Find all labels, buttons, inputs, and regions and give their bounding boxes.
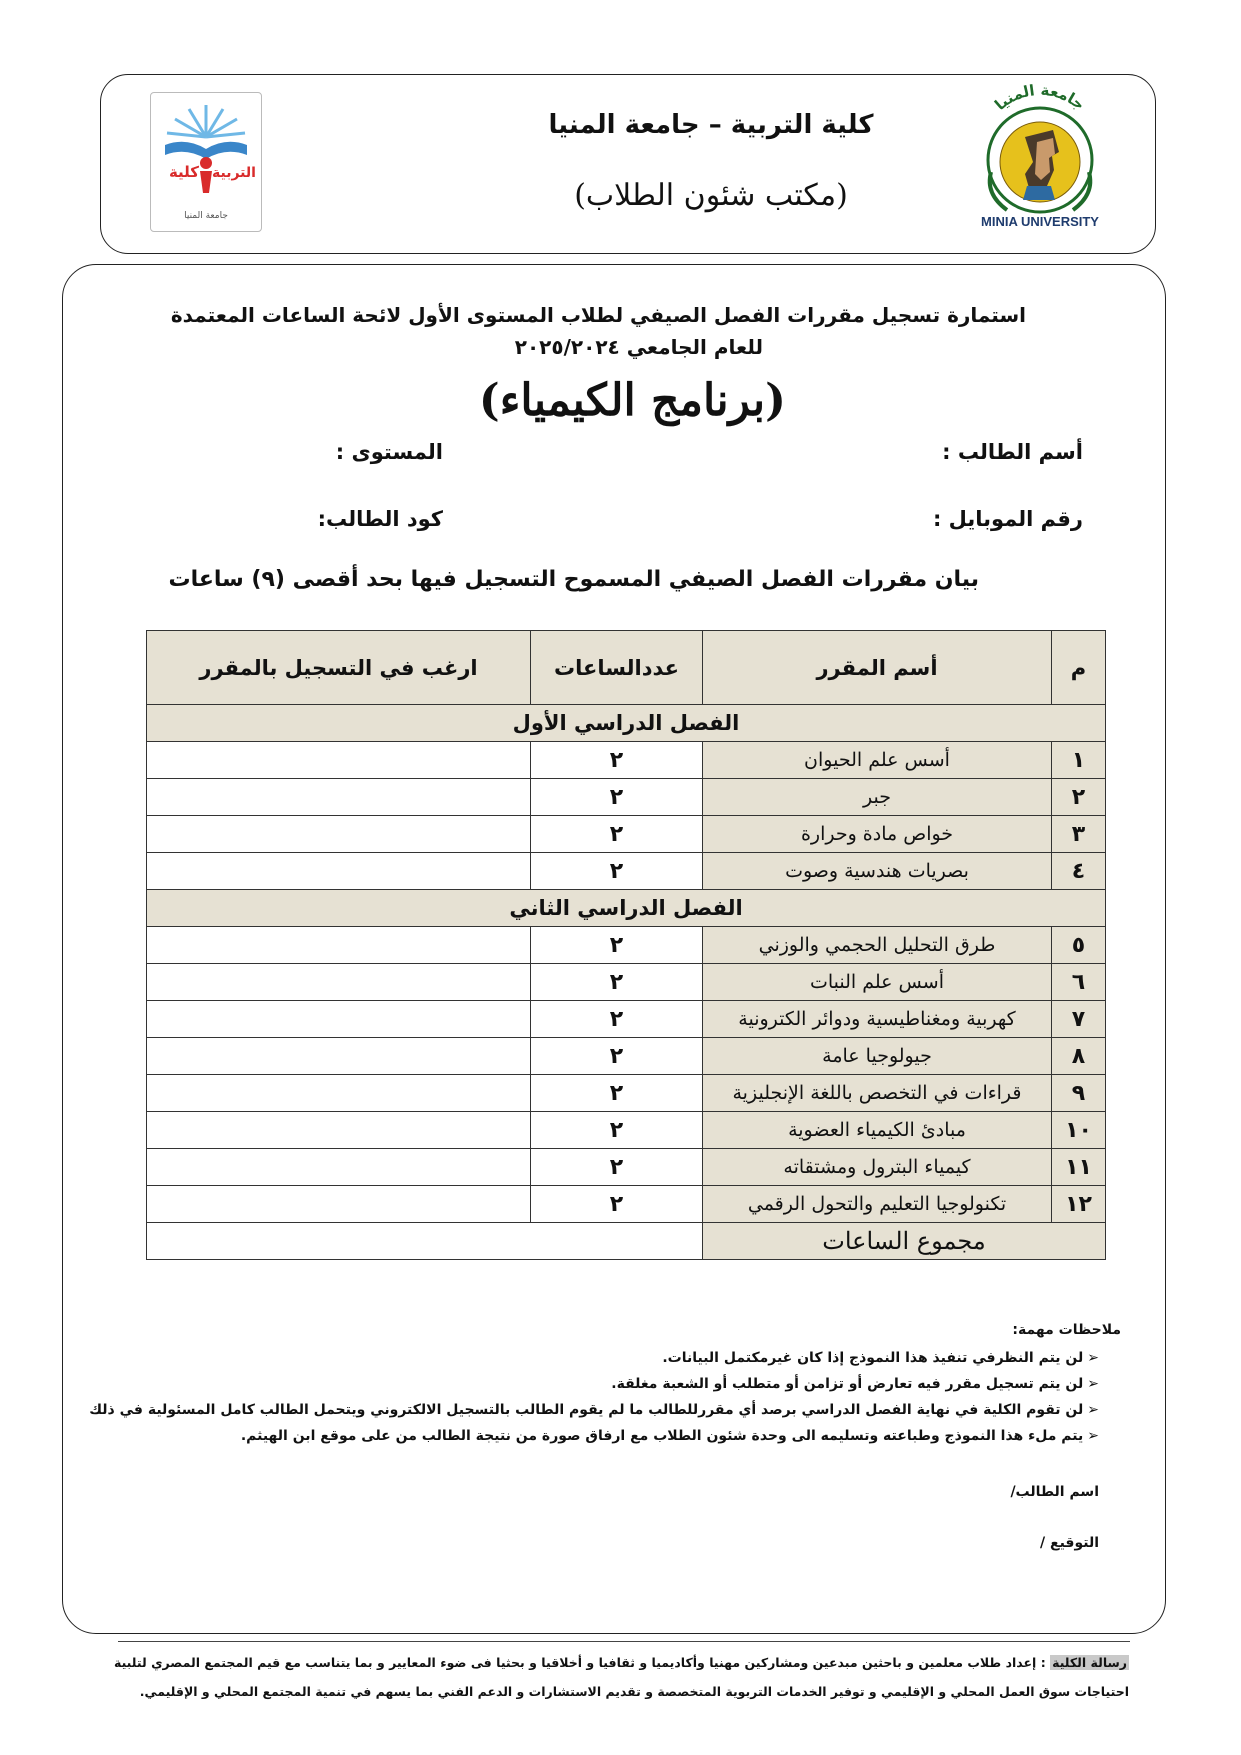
table-row [147, 1186, 1106, 1223]
arrow-bullet-icon: ➢ [1087, 1428, 1099, 1444]
logo-caption-small: جامعة المنيا [184, 211, 228, 221]
note-item [241, 1428, 1099, 1444]
course-num: ١ [1052, 742, 1106, 779]
table-row [147, 853, 1106, 890]
course-hours: ٢ [531, 816, 703, 853]
course-name: جيولوجيا عامة [703, 1038, 1052, 1075]
course-hours: ٢ [531, 1075, 703, 1112]
table-row [147, 1001, 1106, 1038]
logo-caption: MINIA UNIVERSITY [981, 214, 1099, 229]
course-num: ٦ [1052, 964, 1106, 1001]
courses-table [146, 630, 1106, 1260]
hours-limit-note: بيان مقررات الفصل الصيفي المسموح التسجيل فيها بحد أقصى (٩) ساعات [168, 567, 979, 592]
book-person-logo-icon [151, 93, 261, 231]
course-num: ٧ [1052, 1001, 1106, 1038]
wish-cell[interactable] [147, 853, 531, 890]
level-label: المستوى : [335, 440, 443, 464]
course-name: كهربية ومغناطيسية ودوائر الكترونية [703, 1001, 1052, 1038]
mission-text: : إعداد طلاب معلمين و باحثين مبدعين ومشاركين مهنيا وأكاديميا و ثقافيا و أخلاقيا و بحثيا فى ضوء المعايير و بما يتناسب مع قيم المجتمع المصري لتلبية احتياجات سوق العمل المحلي و الإقليمي و توفير الخدمات التربوية المتخصصة و تقديم الاستشارات و الدعم الفني بما يسهم في تنمية المجتمع المحلي و الإقليمي. [114, 1655, 1129, 1699]
table-row [147, 1075, 1106, 1112]
course-hours: ٢ [531, 853, 703, 890]
table-row [147, 742, 1106, 779]
table-row [147, 964, 1106, 1001]
logo-line1: كلية [168, 163, 200, 181]
course-name: أسس علم النبات [703, 964, 1052, 1001]
nefertiti-seal-icon [955, 82, 1125, 232]
header-num: م [1052, 631, 1106, 705]
course-name: مبادئ الكيمياء العضوية [703, 1112, 1052, 1149]
table-header-row [147, 631, 1106, 705]
note-text: لن يتم النظرفي تنفيذ هذا النموذج إذا كان غيرمكتمل البيانات. [662, 1350, 1084, 1366]
course-name: خواص مادة وحرارة [703, 816, 1052, 853]
form-year: للعام الجامعي ٢٠٢٥/٢٠٢٤ [514, 335, 763, 359]
course-hours: ٢ [531, 1112, 703, 1149]
wish-cell[interactable] [147, 1038, 531, 1075]
course-hours: ٢ [531, 1186, 703, 1223]
mission-label: رسالة الكلية [1052, 1655, 1128, 1670]
course-hours: ٢ [531, 927, 703, 964]
table-row [147, 927, 1106, 964]
course-hours: ٢ [531, 1038, 703, 1075]
arrow-bullet-icon: ➢ [1087, 1350, 1099, 1366]
wish-cell[interactable] [147, 816, 531, 853]
course-hours: ٢ [531, 1149, 703, 1186]
wish-cell[interactable] [147, 964, 531, 1001]
wish-cell[interactable] [147, 1186, 531, 1223]
note-item [89, 1402, 1099, 1418]
header-course: أسم المقرر [703, 631, 1052, 705]
signature-sign-label: التوقيع / [1040, 1535, 1099, 1551]
wish-cell[interactable] [147, 1112, 531, 1149]
course-num: ٢ [1052, 779, 1106, 816]
table-row [147, 816, 1106, 853]
semester-row [147, 890, 1106, 927]
total-row [147, 1223, 1106, 1260]
note-text: لن تقوم الكلية في نهاية الفصل الدراسي برصد أي مقررللطالب ما لم يقوم الطالب بالتسجيل الالكتروني ويتحمل الطالب كامل المسئولية في ذلك [89, 1402, 1084, 1418]
course-hours: ٢ [531, 1001, 703, 1038]
header-wish: ارغب في التسجيل بالمقرر [147, 631, 531, 705]
wish-cell[interactable] [147, 1075, 531, 1112]
course-name: جبر [703, 779, 1052, 816]
footer-divider [118, 1641, 1130, 1642]
form-title: استمارة تسجيل مقررات الفصل الصيفي لطلاب المستوى الأول لائحة الساعات المعتمدة [170, 303, 1026, 327]
logo-line2: التربية [212, 165, 256, 181]
wish-cell[interactable] [147, 1001, 531, 1038]
table-row [147, 1112, 1106, 1149]
course-num: ١٢ [1052, 1186, 1106, 1223]
note-text: لن يتم تسجيل مقرر فيه تعارض أو تزامن أو متطلب أو الشعبة مغلقة. [611, 1376, 1084, 1392]
table-row [147, 1149, 1106, 1186]
wish-cell[interactable] [147, 927, 531, 964]
note-item [611, 1376, 1099, 1392]
course-num: ٣ [1052, 816, 1106, 853]
logo-arc-text: جامعة المنيا [991, 82, 1089, 114]
header-hours: عددالساعات [531, 631, 703, 705]
signature-name-label: اسم الطالب/ [1010, 1484, 1099, 1500]
total-hours-value[interactable] [147, 1223, 703, 1260]
mobile-label: رقم الموبايل : [932, 507, 1083, 531]
student-code-label: كود الطالب: [317, 507, 443, 531]
wish-cell[interactable] [147, 779, 531, 816]
table-row [147, 779, 1106, 816]
program-title: (برنامج الكيمياء) [478, 375, 786, 426]
semester-title: الفصل الدراسي الأول [147, 705, 1106, 742]
semester-title: الفصل الدراسي الثاني [147, 890, 1106, 927]
course-name: طرق التحليل الحجمي والوزني [703, 927, 1052, 964]
semester-row [147, 705, 1106, 742]
faculty-title: كلية التربية – جامعة المنيا [548, 110, 874, 140]
course-name: تكنولوجيا التعليم والتحول الرقمي [703, 1186, 1052, 1223]
course-name: قراءات في التخصص باللغة الإنجليزية [703, 1075, 1052, 1112]
course-num: ١٠ [1052, 1112, 1106, 1149]
arrow-bullet-icon: ➢ [1087, 1376, 1099, 1392]
wish-cell[interactable] [147, 742, 531, 779]
course-name: بصريات هندسية وصوت [703, 853, 1052, 890]
mission-statement [114, 1648, 1129, 1706]
faculty-of-education-logo [150, 92, 262, 232]
notes-title: ملاحظات مهمة: [1012, 1322, 1121, 1338]
note-item [662, 1350, 1099, 1366]
arrow-bullet-icon: ➢ [1087, 1402, 1099, 1418]
minia-university-logo [955, 82, 1125, 232]
course-hours: ٢ [531, 964, 703, 1001]
course-num: ٥ [1052, 927, 1106, 964]
student-name-label: أسم الطالب : [942, 440, 1083, 464]
wish-cell[interactable] [147, 1149, 531, 1186]
course-hours: ٢ [531, 742, 703, 779]
course-name: أسس علم الحيوان [703, 742, 1052, 779]
course-num: ١١ [1052, 1149, 1106, 1186]
course-name: كيمياء البترول ومشتقاته [703, 1149, 1052, 1186]
course-num: ٤ [1052, 853, 1106, 890]
table-row [147, 1038, 1106, 1075]
course-num: ٩ [1052, 1075, 1106, 1112]
course-num: ٨ [1052, 1038, 1106, 1075]
office-title: (مكتب شئون الطلاب) [574, 178, 848, 213]
note-text: يتم ملء هذا النموذج وطباعته وتسليمه الى وحدة شئون الطلاب مع ارفاق صورة من نتيجة الطالب من على موقع ابن الهيثم. [240, 1428, 1084, 1444]
course-hours: ٢ [531, 779, 703, 816]
total-hours-label: مجموع الساعات [703, 1223, 1106, 1260]
